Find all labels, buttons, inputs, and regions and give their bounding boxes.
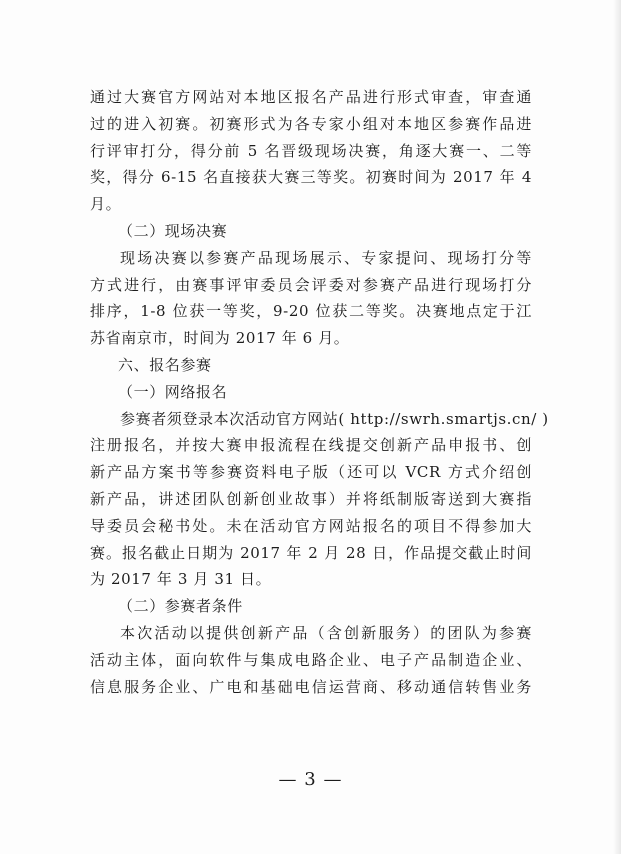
text-line: 导委员会秘书处。未在活动官方网站报名的项目不得参加大 (90, 516, 532, 535)
section-heading: （一）网络报名 (118, 382, 228, 401)
section-heading: 六、报名参赛 (118, 355, 212, 374)
body-text (90, 84, 549, 700)
text-line: 本次活动以提供创新产品（含创新服务）的团队为参赛 (120, 623, 532, 642)
text-line: 现场决赛以参赛产品现场展示、专家提问、现场打分等 (120, 248, 532, 267)
text-line: 奖，得分 6-15 名直接获大赛三等奖。初赛时间为 2017 年 4 (90, 168, 532, 187)
text-line: 苏省南京市，时间为 2017 年 6 月。 (90, 329, 350, 348)
text-line: 参赛者须登录本次活动官方网站( http://swrh.smartjs.cn/ ) (120, 409, 549, 428)
text-line: 方式进行，由赛事评审委员会评委对参赛产品进行现场打分 (90, 275, 532, 294)
text-line: 行评审打分，得分前 5 名晋级现场决赛，角逐大赛一、二等 (90, 141, 532, 160)
section-heading: （二）现场决赛 (118, 221, 228, 240)
text-line: 为 2017 年 3 月 31 日。 (90, 570, 272, 589)
text-line: 排序，1-8 位获一等奖，9-20 位获二等奖。决赛地点定于江 (90, 302, 532, 321)
text-line: 信息服务企业、广电和基础电信运营商、移动通信转售业务 (90, 677, 532, 696)
page-number: — 3 — (278, 769, 343, 790)
text-line: 赛。报名截止日期为 2017 年 2 月 28 日，作品提交截止时间 (90, 543, 532, 562)
text-line: 月。 (90, 195, 122, 214)
section-heading: （二）参赛者条件 (118, 597, 243, 616)
text-line: 过的进入初赛。初赛形式为各专家小组对本地区参赛作品进 (90, 114, 532, 133)
text-line: 新产品，讲述团队创新创业故事）并将纸制版寄送到大赛指 (90, 489, 532, 508)
text-line: 新产品方案书等参赛资料电子版（还可以 VCR 方式介绍创 (90, 463, 532, 482)
text-line: 通过大赛官方网站对本地区报名产品进行形式审查，审查通 (90, 88, 532, 106)
text-line: 注册报名，并按大赛申报流程在线提交创新产品申报书、创 (90, 436, 532, 455)
text-line: 活动主体，面向软件与集成电路企业、电子产品制造企业、 (90, 650, 532, 669)
